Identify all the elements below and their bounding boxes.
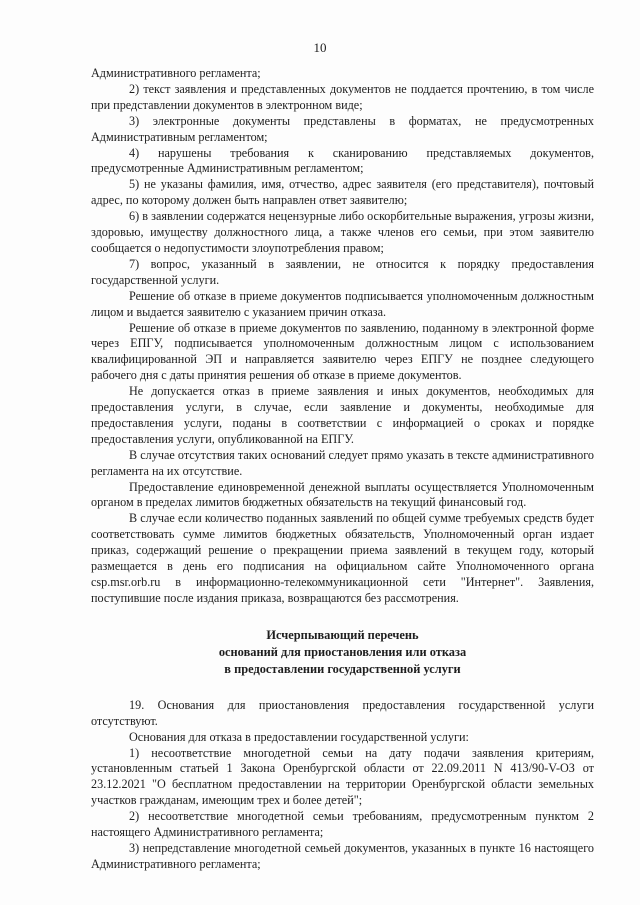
page-number: 10 [313,40,327,55]
paragraph: 2) несоответствие многодетной семьи требованиям, предусмотренным пунктом 2 настоящего Административного регламента; [91,809,594,840]
paragraph: 19. Основания для приостановления предоставления государственной услуги отсутствуют. [91,697,594,728]
heading-line-2: оснований для приостановления или отказа [218,644,467,659]
paragraph: 7) вопрос, указанный в заявлении, не относится к порядку предоставления государственной услуги. [91,256,594,287]
section-heading [91,627,594,678]
paragraph: В случае отсутствия таких оснований следует прямо указать в тексте административного регламента на их отсутствие. [91,447,594,478]
section-suspension-grounds [91,698,594,873]
paragraph: Административного регламента; [91,66,261,80]
paragraph: Не допускается отказ в приеме заявления и иных документов, необходимых для предоставления услуги, в случае, если заявление и документы, необходимые для предоставления услуги, поданы в соответствии с информацией о сроках и порядке предоставления услуги, опубликованной на ЕПГУ. [91,384,594,446]
paragraph: 4) нарушены требования к сканированию представляемых документов, предусмотренные Административным регламентом; [91,145,594,176]
document-body [91,66,594,873]
paragraph: Предоставление единовременной денежной выплаты осуществляется Уполномоченным органом в пределах лимитов бюджетных обязательств на текущий финансовый год. [91,479,594,510]
section-refusal-grounds [91,66,594,607]
heading-line-1: Исчерпывающий перечень [266,627,419,642]
paragraph: 3) непредставление многодетной семьей документов, указанных в пункте 16 настоящего Административного регламента; [91,840,594,871]
paragraph: 2) текст заявления и представленных документов не поддается прочтению, в том числе при представлении документов в электронном виде; [91,81,594,112]
heading-line-3: в предоставлении государственной услуги [224,661,461,676]
paragraph: Решение об отказе в приеме документов подписывается уполномоченным должностным лицом и выдается заявителю с указанием причин отказа. [91,288,594,319]
paragraph: Решение об отказе в приеме документов по заявлению, поданному в электронной форме через ЕПГУ, подписывается уполномоченным должностным лицом с использованием квалифицированной ЭП и направляется заявителю через ЕПГУ не позднее следующего рабочего дня с даты принятия решения об отказе в приеме документов. [91,320,594,383]
paragraph: 1) несоответствие многодетной семьи на дату подачи заявления критериям, установленным статьей 1 Закона Оренбургской области от 22.09.2011 N 413/90-V-ОЗ от 23.12.2021 "О бесплатном предоставлении на территории Оренбургской области земельных участков гражданам, имеющим трех и более детей"; [91,745,594,808]
paragraph: 5) не указаны фамилия, имя, отчество, адрес заявителя (его представителя), почтовый адрес, по которому должен быть направлен ответ заявителю; [91,177,594,208]
paragraph: 6) в заявлении содержатся нецензурные либо оскорбительные выражения, угрозы жизни, здоровью, имуществу должностного лица, а также членов его семьи, при этом заявителю сообщается о недопустимости злоупотребления правом; [91,209,594,255]
paragraph: 3) электронные документы представлены в форматах, не предусмотренных Административным регламентом; [91,113,594,144]
paragraph: В случае если количество поданных заявлений по общей сумме требуемых средств будет соответствовать сумме лимитов бюджетных обязательств, Уполномоченный орган издает приказ, содержащий решение о прекращении приема заявлений в текущем году, который размещается в день его подписания на официальном сайте Уполномоченного органа csp.msr.orb.ru в информационно-телекоммуникационной сети "Интернет". Заявления, поступившие после издания приказа, возвращаются без рассмотрения. [91,511,594,605]
paragraph: Основания для отказа в предоставлении государственной услуги: [129,729,469,744]
